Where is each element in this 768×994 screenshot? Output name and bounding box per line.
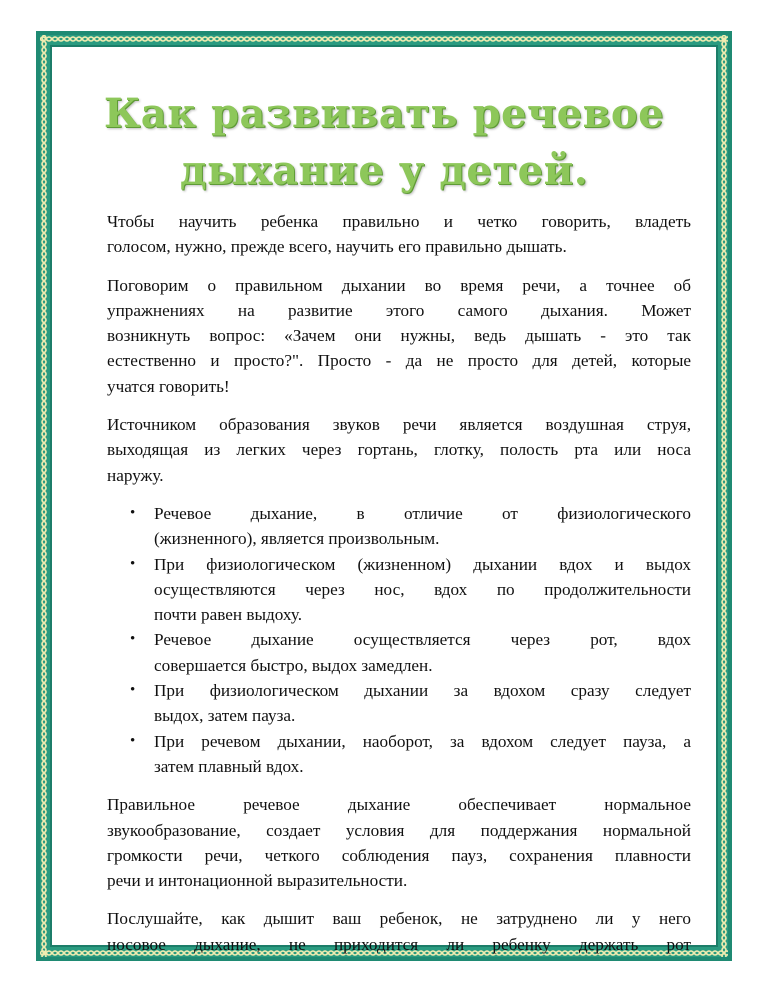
paragraph-5 xyxy=(107,906,691,957)
text-line: При физиологическом (жизненном) дыхании вдох и выдох xyxy=(154,554,691,574)
text-line: речи и интонационной выразительности. xyxy=(107,871,408,891)
page-title xyxy=(52,85,716,199)
text-line: возникнуть вопрос: «Зачем они нужны, ведь дышать - это так xyxy=(107,326,691,346)
list-item xyxy=(107,729,691,780)
border-braid-right xyxy=(719,35,729,957)
list-item xyxy=(107,678,691,729)
bullet-icon: • xyxy=(130,732,136,749)
text-line: звукообразование, создает условия для поддержания нормальной xyxy=(107,820,691,840)
text-line: При речевом дыхании, наоборот, за вдохом следует пауза, а xyxy=(154,731,691,751)
list-item xyxy=(107,501,691,552)
paragraph-2 xyxy=(107,273,691,399)
body-text xyxy=(107,209,691,970)
text-line: выдох, затем пауза. xyxy=(154,706,296,726)
title-line-1: Как развивать речевое xyxy=(103,90,665,137)
page-content xyxy=(50,45,718,954)
text-line: голосом, нужно, прежде всего, научить его правильно дышать. xyxy=(107,237,567,257)
bullet-icon: • xyxy=(130,555,136,572)
paragraph-1 xyxy=(107,209,691,260)
text-line: упражнениях на развитие этого самого дыхания. Может xyxy=(107,300,691,320)
text-line: совершается быстро, выдох замедлен. xyxy=(154,655,433,675)
text-line: наружу. xyxy=(107,465,164,485)
text-line: естественно и просто?". Просто - да не просто для детей, которые xyxy=(107,351,691,371)
decorative-border xyxy=(36,31,732,961)
text-line: носовое дыхание, не приходится ли ребенку держать рот xyxy=(107,934,691,954)
border-braid-top xyxy=(40,34,728,44)
text-line: Чтобы научить ребенка правильно и четко говорить, владеть xyxy=(107,212,691,231)
paragraph-3 xyxy=(107,412,691,488)
text-line: выходящая из легких через гортань, глотку, полость рта или носа xyxy=(107,440,691,460)
text-line: Поговорим о правильном дыхании во время речи, а точнее об xyxy=(107,275,691,295)
text-line: Источником образования звуков речи является воздушная струя, xyxy=(107,415,691,435)
text-line: При физиологическом дыхании за вдохом сразу следует xyxy=(154,681,691,701)
list-item xyxy=(107,552,691,628)
text-line: Речевое дыхание, в отличие от физиологического xyxy=(154,503,691,523)
text-line: почти равен выдоху. xyxy=(154,605,303,625)
paragraph-4 xyxy=(107,792,691,893)
text-line: громкости речи, четкого соблюдения пауз, сохранения плавности xyxy=(107,845,691,865)
bullet-icon: • xyxy=(130,631,136,648)
text-line: затем плавный вдох. xyxy=(154,756,304,776)
bullet-icon: • xyxy=(130,682,136,699)
bullet-icon: • xyxy=(130,504,136,521)
text-line: осуществляются через нос, вдох по продолжительности xyxy=(154,579,691,599)
text-line: Правильное речевое дыхание обеспечивает нормальное xyxy=(107,795,691,815)
border-braid-left xyxy=(39,35,49,957)
title-line-2: дыхание у детей. xyxy=(179,147,589,194)
text-line: Послушайте, как дышит ваш ребенок, не затруднено ли у него xyxy=(107,909,691,929)
text-line: Речевое дыхание осуществляется через рот, вдох xyxy=(154,630,691,650)
text-line: (жизненного), является произвольным. xyxy=(154,529,440,549)
text-line: учатся говорить! xyxy=(107,376,230,396)
bullet-list xyxy=(107,501,691,779)
list-item xyxy=(107,627,691,678)
